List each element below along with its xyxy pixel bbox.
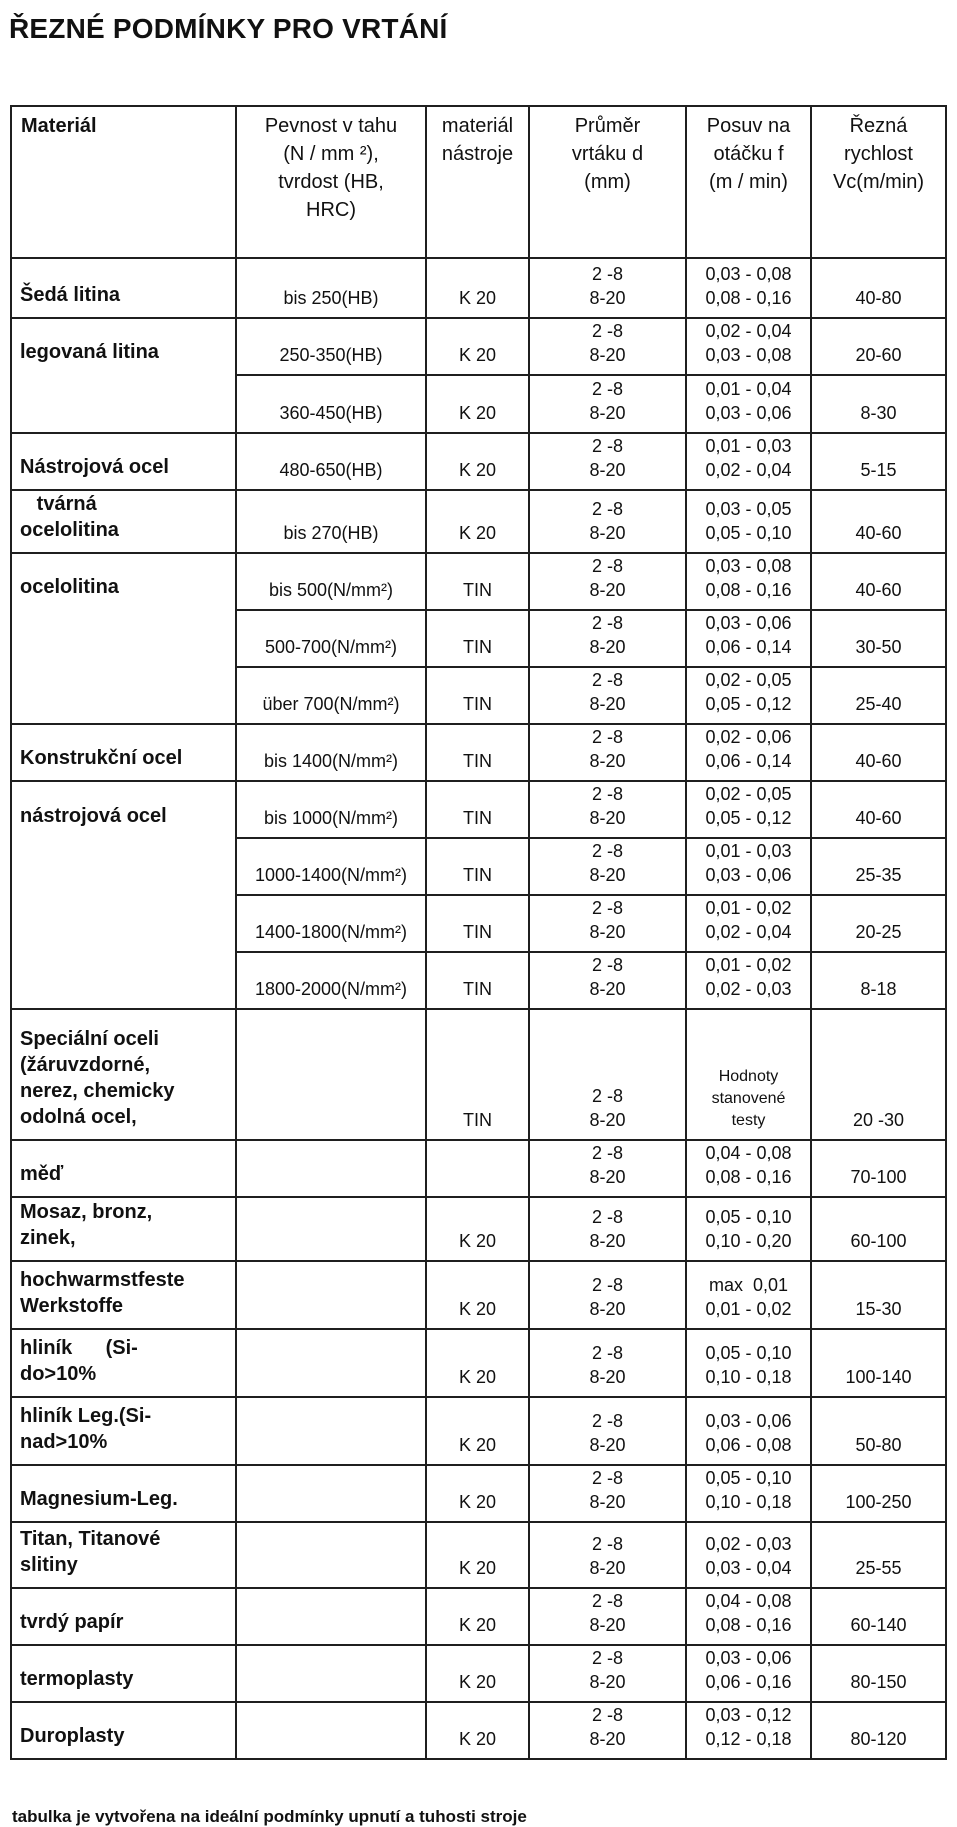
cell-drill-diameter: 2 -8 8-20 [529,1702,686,1759]
cell-material: měď [11,1140,236,1197]
cell-tensile-strength: 1800-2000(N/mm²) [236,952,426,1009]
cell-cutting-speed: 30-50 [811,610,946,667]
cell-tensile-strength [236,1329,426,1397]
cell-material: Mosaz, bronz, zinek, [11,1197,236,1261]
cell-tensile-strength [236,1009,426,1140]
table-row [11,1588,946,1645]
cell-material: Konstrukční ocel [11,724,236,781]
cell-feed-per-rev: 0,03 - 0,05 0,05 - 0,10 [686,490,811,553]
column-header-speed: Řezná rychlost Vc(m/min) [811,106,946,258]
cell-drill-diameter: 2 -8 8-20 [529,433,686,490]
cell-tool-material: K 20 [426,1197,529,1261]
column-header-feed: Posuv na otáčku f (m / min) [686,106,811,258]
cell-tool-material: TIN [426,667,529,724]
cell-cutting-speed: 8-30 [811,375,946,433]
cell-tensile-strength [236,1702,426,1759]
cell-cutting-speed: 20-25 [811,895,946,952]
cell-feed-per-rev: 0,02 - 0,03 0,03 - 0,04 [686,1522,811,1588]
cell-tensile-strength [236,1465,426,1522]
material-label: nástrojová ocel [20,805,167,827]
table-row [11,318,946,375]
cell-cutting-speed: 100-250 [811,1465,946,1522]
cell-feed-per-rev: max 0,01 0,01 - 0,02 [686,1261,811,1329]
cell-drill-diameter: 2 -8 8-20 [529,838,686,895]
cell-tool-material: K 20 [426,375,529,433]
cell-cutting-speed: 60-140 [811,1588,946,1645]
cell-tensile-strength [236,1261,426,1329]
column-header-diameter: Průměr vrtáku d (mm) [529,106,686,258]
cell-feed-per-rev: 0,02 - 0,06 0,06 - 0,14 [686,724,811,781]
cell-tool-material: K 20 [426,1261,529,1329]
cell-tool-material: K 20 [426,1645,529,1702]
cell-tool-material [426,1140,529,1197]
cell-drill-diameter: 2 -8 8-20 [529,1329,686,1397]
table-body [11,258,946,1759]
column-header-strength: Pevnost v tahu (N / mm ²), tvrdost (HB, HRC) [236,106,426,258]
cell-cutting-speed: 40-60 [811,724,946,781]
table-row [11,490,946,553]
cell-tensile-strength: bis 1400(N/mm²) [236,724,426,781]
table-row [11,1397,946,1465]
cell-cutting-speed: 20 -30 [811,1009,946,1140]
cell-cutting-speed: 40-60 [811,781,946,838]
table-row [11,781,946,838]
cell-feed-per-rev: 0,03 - 0,12 0,12 - 0,18 [686,1702,811,1759]
cell-tool-material: TIN [426,553,529,610]
table-row [11,258,946,318]
cell-drill-diameter: 2 -8 8-20 [529,1397,686,1465]
cell-drill-diameter: 2 -8 8-20 [529,1009,686,1140]
cell-material: hliník Leg.(Si- nad>10% [11,1397,236,1465]
cell-tool-material: K 20 [426,490,529,553]
cell-feed-per-rev: 0,03 - 0,08 0,08 - 0,16 [686,553,811,610]
cell-material [11,553,236,724]
table-row [11,1261,946,1329]
cell-feed-per-rev: 0,04 - 0,08 0,08 - 0,16 [686,1140,811,1197]
cell-tensile-strength: 250-350(HB) [236,318,426,375]
cell-tool-material: TIN [426,838,529,895]
cell-cutting-speed: 25-40 [811,667,946,724]
column-header-material: Materiál [11,106,236,258]
cell-cutting-speed: 20-60 [811,318,946,375]
table-header [11,106,946,258]
cell-drill-diameter: 2 -8 8-20 [529,1197,686,1261]
cell-cutting-speed: 80-150 [811,1645,946,1702]
cell-cutting-speed: 5-15 [811,433,946,490]
table-row [11,1329,946,1397]
table-row [11,1009,946,1140]
cell-tool-material: K 20 [426,1588,529,1645]
cell-material: tvrdý papír [11,1588,236,1645]
cell-material: Titan, Titanové slitiny [11,1522,236,1588]
cell-tensile-strength [236,1397,426,1465]
cell-tensile-strength [236,1522,426,1588]
cell-drill-diameter: 2 -8 8-20 [529,1522,686,1588]
cell-material: tvárná ocelolitina [11,490,236,553]
cell-material [11,318,236,433]
cell-tensile-strength: 500-700(N/mm²) [236,610,426,667]
cell-drill-diameter: 2 -8 8-20 [529,952,686,1009]
table-footnote: tabulka je vytvořena na ideální podmínky upnutí a tuhosti stroje [12,1807,527,1826]
cell-tool-material: TIN [426,610,529,667]
cell-cutting-speed: 25-35 [811,838,946,895]
cell-tool-material: K 20 [426,1329,529,1397]
cell-cutting-speed: 40-80 [811,258,946,318]
table-row [11,1702,946,1759]
cell-material: Šedá litina [11,258,236,318]
cell-cutting-speed: 80-120 [811,1702,946,1759]
cell-drill-diameter: 2 -8 8-20 [529,1645,686,1702]
cell-feed-per-rev: 0,02 - 0,05 0,05 - 0,12 [686,781,811,838]
cell-drill-diameter: 2 -8 8-20 [529,1465,686,1522]
cell-drill-diameter: 2 -8 8-20 [529,781,686,838]
cutting-conditions-table [10,105,947,1760]
cell-tensile-strength: 1400-1800(N/mm²) [236,895,426,952]
cell-tensile-strength [236,1197,426,1261]
cell-feed-per-rev: 0,01 - 0,04 0,03 - 0,06 [686,375,811,433]
cell-material: Magnesium-Leg. [11,1465,236,1522]
cell-feed-per-rev: 0,02 - 0,05 0,05 - 0,12 [686,667,811,724]
table-row [11,1522,946,1588]
cell-tensile-strength [236,1645,426,1702]
cell-drill-diameter: 2 -8 8-20 [529,1140,686,1197]
cell-drill-diameter: 2 -8 8-20 [529,724,686,781]
cell-material: hochwarmstfeste Werkstoffe [11,1261,236,1329]
document-title: ŘEZNÉ PODMÍNKY PRO VRTÁNÍ [9,13,448,44]
cell-cutting-speed: 25-55 [811,1522,946,1588]
cell-drill-diameter: 2 -8 8-20 [529,895,686,952]
cell-cutting-speed: 50-80 [811,1397,946,1465]
table-row [11,553,946,610]
cell-tool-material: TIN [426,895,529,952]
cell-cutting-speed: 15-30 [811,1261,946,1329]
cell-drill-diameter: 2 -8 8-20 [529,318,686,375]
cell-feed-per-rev: 0,01 - 0,02 0,02 - 0,03 [686,952,811,1009]
cell-cutting-speed: 40-60 [811,490,946,553]
cell-drill-diameter: 2 -8 8-20 [529,667,686,724]
cell-drill-diameter: 2 -8 8-20 [529,258,686,318]
cell-drill-diameter: 2 -8 8-20 [529,1261,686,1329]
material-label: legovaná litina [20,341,159,363]
cell-drill-diameter: 2 -8 8-20 [529,1588,686,1645]
cell-tensile-strength [236,1588,426,1645]
cell-feed-per-rev: 0,04 - 0,08 0,08 - 0,16 [686,1588,811,1645]
cell-material [11,781,236,1009]
cell-feed-per-rev: 0,01 - 0,03 0,03 - 0,06 [686,838,811,895]
cell-tensile-strength: über 700(N/mm²) [236,667,426,724]
cell-feed-per-rev: 0,01 - 0,02 0,02 - 0,04 [686,895,811,952]
table-row [11,724,946,781]
cell-tool-material: TIN [426,952,529,1009]
cell-tool-material: K 20 [426,1702,529,1759]
column-header-tool: materiál nástroje [426,106,529,258]
table-row [11,1197,946,1261]
table-row [11,1645,946,1702]
cell-tensile-strength: bis 270(HB) [236,490,426,553]
table-row [11,433,946,490]
material-label: ocelolitina [20,576,119,598]
cell-feed-per-rev: 0,05 - 0,10 0,10 - 0,20 [686,1197,811,1261]
table-row [11,1465,946,1522]
cell-tool-material: K 20 [426,1465,529,1522]
cell-material: Speciální oceli (žáruvzdorné, nerez, chemicky odolná ocel, [11,1009,236,1140]
cell-material: Duroplasty [11,1702,236,1759]
cell-cutting-speed: 8-18 [811,952,946,1009]
cell-tool-material: K 20 [426,1397,529,1465]
cell-material: termoplasty [11,1645,236,1702]
cell-tensile-strength: bis 500(N/mm²) [236,553,426,610]
cell-tensile-strength: bis 1000(N/mm²) [236,781,426,838]
cell-cutting-speed: 100-140 [811,1329,946,1397]
cell-feed-per-rev: Hodnoty stanovené testy [686,1009,811,1140]
cell-tool-material: K 20 [426,433,529,490]
cell-feed-per-rev: 0,03 - 0,08 0,08 - 0,16 [686,258,811,318]
cell-feed-per-rev: 0,03 - 0,06 0,06 - 0,14 [686,610,811,667]
cell-feed-per-rev: 0,02 - 0,04 0,03 - 0,08 [686,318,811,375]
cell-cutting-speed: 60-100 [811,1197,946,1261]
cell-tensile-strength [236,1140,426,1197]
cell-feed-per-rev: 0,03 - 0,06 0,06 - 0,16 [686,1645,811,1702]
cell-cutting-speed: 40-60 [811,553,946,610]
cell-tool-material: K 20 [426,258,529,318]
cell-tool-material: TIN [426,1009,529,1140]
cell-tensile-strength: 360-450(HB) [236,375,426,433]
cell-drill-diameter: 2 -8 8-20 [529,490,686,553]
table-row [11,1140,946,1197]
cell-tensile-strength: 480-650(HB) [236,433,426,490]
cell-tensile-strength: bis 250(HB) [236,258,426,318]
cell-tool-material: K 20 [426,318,529,375]
cell-material: hliník (Si- do>10% [11,1329,236,1397]
cell-tool-material: TIN [426,724,529,781]
cell-feed-per-rev: 0,03 - 0,06 0,06 - 0,08 [686,1397,811,1465]
cell-drill-diameter: 2 -8 8-20 [529,610,686,667]
cell-tensile-strength: 1000-1400(N/mm²) [236,838,426,895]
cell-drill-diameter: 2 -8 8-20 [529,375,686,433]
cell-tool-material: TIN [426,781,529,838]
cell-feed-per-rev: 0,05 - 0,10 0,10 - 0,18 [686,1329,811,1397]
cell-feed-per-rev: 0,05 - 0,10 0,10 - 0,18 [686,1465,811,1522]
cell-cutting-speed: 70-100 [811,1140,946,1197]
header-row [11,106,946,258]
cell-feed-per-rev: 0,01 - 0,03 0,02 - 0,04 [686,433,811,490]
cell-drill-diameter: 2 -8 8-20 [529,553,686,610]
cell-tool-material: K 20 [426,1522,529,1588]
cell-material: Nástrojová ocel [11,433,236,490]
